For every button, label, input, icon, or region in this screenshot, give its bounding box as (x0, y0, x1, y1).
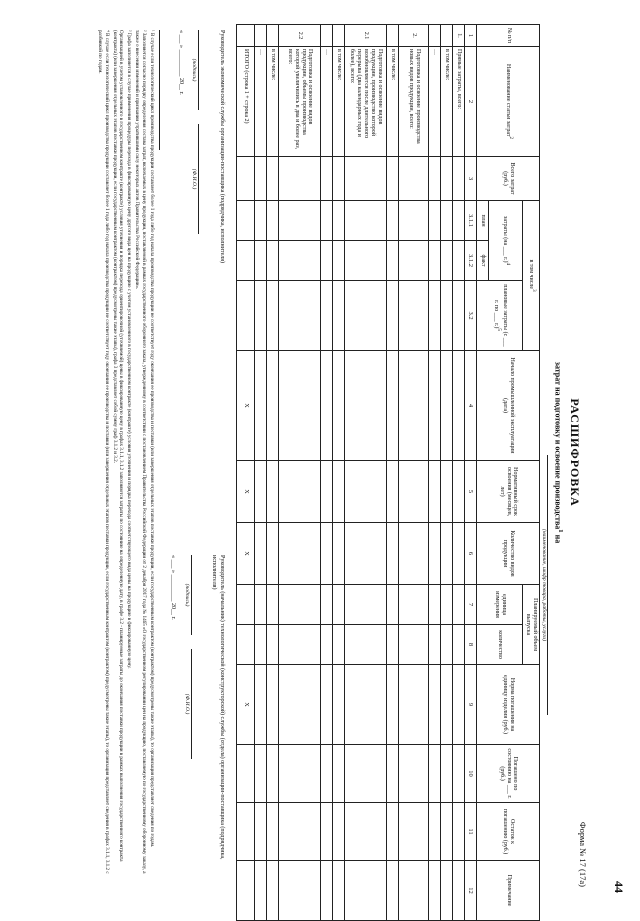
table-cell (279, 665, 321, 745)
form-number: Форма № 17 (17а) (578, 821, 588, 887)
row-cost-item: … (255, 47, 267, 157)
table-cell (255, 281, 267, 351)
row-number (387, 25, 399, 47)
table-cell (267, 585, 279, 625)
table-cell (453, 625, 465, 665)
header-including-text: в том числе (527, 259, 534, 290)
subtitle-text: затрат на подготовку и освоение производства (553, 361, 563, 530)
header-product-count: Количество видов продукции (477, 523, 540, 585)
table-cell (399, 523, 429, 585)
not-applicable-mark: X (237, 351, 255, 461)
header-cost-item (477, 47, 540, 157)
row-cost-item: Подготовка и освоение производства новых видов продукции, всего: (399, 47, 429, 157)
column-number: 7 (465, 585, 477, 625)
column-number: 12 (465, 861, 477, 921)
row-number (441, 25, 453, 47)
footnote: ² Заполняется согласно порядку определения состава затрат, включаемых в цену продукции, поставляемой в рамках государственного оборонного заказа, утвержденному в соответствии с постановлением Правительства Российской Федерации от 2 декабря 2017 года № 1465 «О государственном регулировании цен на продукцию, поставляемую по государственному оборонному заказу, а также о внесении изменений и признании утратившими силу некоторых актов Правительства Российской Федерации». (134, 30, 148, 874)
table-cell (441, 745, 453, 803)
column-number: 6 (465, 523, 477, 585)
table-cell (255, 861, 267, 921)
row-cost-item: в том числе: (267, 47, 279, 157)
table-cell (345, 351, 387, 461)
signature-technical-name-line: (Ф.И.О.) (183, 649, 192, 759)
table-cell (279, 157, 321, 201)
table-cell (441, 861, 453, 921)
header-including-sup: 3 (530, 289, 536, 292)
table-cell (255, 523, 267, 585)
table-cell (237, 745, 255, 803)
table-cell (267, 625, 279, 665)
table-cell (267, 241, 279, 281)
column-number: 3.2 (465, 281, 477, 351)
table-cell (333, 803, 345, 861)
table-row (429, 25, 441, 921)
table-cell (387, 803, 399, 861)
footnote: ⁴ В случае если технологический цикл производства продукции составляет более 1 года либо год начала производства продукции не соответствует году окончания ее производства и поставки (или завершения отдельных этапов поставки продукции, если государственным контрактом (контрактом) предусмотрены такие этапы), то организация представляет сведения в графах 3.1.1, 3.1.2 с разбивкой по годам. (96, 30, 110, 874)
document-title: РАСШИФРОВКА (568, 398, 582, 507)
row-cost-item: … (321, 47, 333, 157)
table-cell (453, 351, 465, 461)
table-cell (399, 281, 429, 351)
table-cell (237, 625, 255, 665)
table-cell (399, 241, 429, 281)
table-row (255, 25, 267, 921)
row-number (333, 25, 345, 47)
signature-economic-sign-line: (подпись) (191, 30, 200, 110)
table-cell (429, 461, 441, 523)
table-cell (441, 665, 453, 745)
table-cell (267, 523, 279, 585)
table-cell (279, 201, 321, 241)
table-cell (429, 281, 441, 351)
table-cell (255, 351, 267, 461)
table-cell (453, 745, 465, 803)
table-row (279, 25, 321, 921)
footnote: Организацией в учетом установленного в государственном контракте (контракте) условия уточнения и порядка перехода ориентировочной (уточняемой) цены в фиксированную цену в графах 3.1.1, 3.1.2 заполняются затраты по состоянию на определенную дату, в графе 3.2 - планируемые затраты до окончания поставки продукции в рамках выполнения государственного контракта (контракта) (или завершения отдельных этапов поставки продукции, если государственным контрактом (контрактом) предусмотрены такие этапы), графа 3 представляет собой сумму граф 3.1.2 и 3.2. (111, 30, 125, 862)
column-number: 9 (465, 665, 477, 745)
row-number: 2. (399, 25, 429, 47)
table-cell (279, 241, 321, 281)
table-cell (237, 241, 255, 281)
table-cell (279, 461, 321, 523)
header-total: Всего затрат (руб.) (477, 157, 540, 201)
table-cell (345, 157, 387, 201)
table-cell (279, 803, 321, 861)
table-cell (345, 803, 387, 861)
table-cell (387, 861, 399, 921)
subtitle-note: (наименование, шифр товара, работы, услуги) (541, 529, 547, 641)
row-number (429, 25, 441, 47)
table-cell (321, 523, 333, 585)
row-number: 2.2 (279, 25, 321, 47)
row-number (255, 25, 267, 47)
column-numbering-row (465, 25, 477, 921)
header-including (523, 201, 540, 351)
header-costs-sup: 4 (505, 262, 511, 265)
table-cell (441, 351, 453, 461)
header-plan: план (477, 201, 489, 241)
table-row (267, 25, 279, 921)
table-cell (453, 665, 465, 745)
not-applicable-mark: X (237, 665, 255, 745)
column-number: 1 (465, 25, 477, 47)
table-cell (267, 861, 279, 921)
table-cell (441, 461, 453, 523)
table-cell (321, 351, 333, 461)
table-cell (255, 803, 267, 861)
row-number (321, 25, 333, 47)
row-cost-item: в том числе: (333, 47, 345, 157)
table-cell (399, 157, 429, 201)
table-cell (387, 585, 399, 625)
table-cell (345, 861, 387, 921)
table-cell (345, 665, 387, 745)
table-cell (429, 523, 441, 585)
table-cell (453, 157, 465, 201)
row-number (237, 25, 255, 47)
signature-block-technical (169, 555, 225, 875)
table-cell (399, 861, 429, 921)
table-row (441, 25, 453, 921)
table-cell (441, 201, 453, 241)
table-cell (333, 745, 345, 803)
table-cell (255, 745, 267, 803)
table-cell (279, 585, 321, 625)
table-cell (321, 585, 333, 625)
table-cell (387, 523, 399, 585)
table-cell (453, 241, 465, 281)
header-planned-costs-text: плановые затраты (с ___ г. по ___ г.) (492, 284, 508, 347)
signature-block-economic (177, 30, 226, 360)
row-cost-item: Прямые затраты, всего: (453, 47, 465, 157)
signature-technical-heading: Руководитель (начальник) технологической (конструкторской) службы (отдела) организации-поставщика (подрядчика, исполнителя) (211, 555, 225, 860)
table-cell (333, 461, 345, 523)
footnote-separator (159, 30, 160, 150)
header-remaining: Остаток к погашению (руб.) (477, 803, 540, 861)
table-cell (387, 461, 399, 523)
table-cell (237, 861, 255, 921)
table-row (387, 25, 399, 921)
table-cell (441, 803, 453, 861)
table-cell (321, 241, 333, 281)
row-cost-item: в том числе: (441, 47, 453, 157)
footnotes (95, 30, 155, 880)
table-cell (267, 351, 279, 461)
header-planned-costs-sup: 5 (495, 328, 501, 331)
table-cell (345, 241, 387, 281)
table-cell (453, 861, 465, 921)
table-cell (321, 745, 333, 803)
table-cell (255, 201, 267, 241)
table-cell (333, 281, 345, 351)
document-subtitle (553, 0, 564, 905)
subtitle-tail: на (553, 532, 563, 544)
table-cell (345, 585, 387, 625)
column-number: 8 (465, 625, 477, 665)
table-cell (429, 803, 441, 861)
table-row (453, 25, 465, 921)
not-applicable-mark: X (237, 461, 255, 523)
table-cell (399, 461, 429, 523)
table-cell (267, 461, 279, 523)
column-number: 3 (465, 157, 477, 201)
table-cell (255, 585, 267, 625)
footnote: ¹ В случае если технологический цикл производства продукции составляет более 1 года либо год начала производства продукции не соответствует году окончания ее производства и поставки (или завершения отдельных этапов поставки продукции, если государственным контрактом (контрактом) предусмотрены такие этапы), то организация представляет сведения по годам. (149, 30, 155, 848)
table-cell (453, 281, 465, 351)
row-cost-item: ИТОГО (строка 1 + строка 2) (237, 47, 255, 157)
header-unit: единица измерения (477, 585, 523, 625)
table-cell (345, 281, 387, 351)
header-cost-item-text: Наименование статьи затрат (504, 63, 511, 137)
table-cell (333, 351, 345, 461)
table-cell (399, 585, 429, 625)
table-cell (387, 351, 399, 461)
table-cell (279, 625, 321, 665)
subtitle-fill-line (547, 455, 548, 715)
header-repaid: Погашено по состоянию на ___ г. (руб.) (477, 745, 540, 803)
page-number: 44 (612, 881, 626, 893)
table-cell (453, 523, 465, 585)
table-cell (387, 625, 399, 665)
column-number: 10 (465, 745, 477, 803)
subtitle-footnote-mark: 1 (557, 529, 564, 533)
table-cell (333, 665, 345, 745)
table-cell (399, 745, 429, 803)
table-cell (237, 585, 255, 625)
row-cost-item: Подготовка и освоение видов продукции, объемы производства которой увеличились в два и более раз, всего: (279, 47, 321, 157)
header-quantity: количество (477, 625, 523, 665)
table-cell (267, 803, 279, 861)
table-cell (399, 351, 429, 461)
table-cell (441, 625, 453, 665)
header-costs-text: затраты (на ___ г.) (502, 216, 509, 263)
table-cell (429, 625, 441, 665)
column-number: 3.1.2 (465, 241, 477, 281)
table-row (345, 25, 387, 921)
table-cell (429, 241, 441, 281)
table-cell (279, 861, 321, 921)
table-cell (267, 665, 279, 745)
header-fact: факт (477, 241, 489, 281)
table-cell (237, 803, 255, 861)
column-number: 2 (465, 47, 477, 157)
table-cell (453, 201, 465, 241)
table-cell (321, 625, 333, 665)
table-cell (321, 201, 333, 241)
table-cell (387, 157, 399, 201)
table-row (237, 25, 255, 921)
table-cell (333, 157, 345, 201)
header-cost-item-sup: 2 (507, 136, 513, 140)
signature-technical-date: « ___ » _________ 20__ г. (170, 555, 177, 620)
table-cell (267, 157, 279, 201)
table-cell (255, 625, 267, 665)
row-cost-item: Подготовка и освоение видов продукции, производство которой возобновляется после длительного перерыва (два календарных года и более), всего: (345, 47, 387, 157)
table-cell (333, 241, 345, 281)
table-cell (333, 201, 345, 241)
table-cell (387, 241, 399, 281)
table-cell (453, 585, 465, 625)
table-cell (441, 241, 453, 281)
table-cell (441, 157, 453, 201)
table-cell (321, 803, 333, 861)
table-cell (267, 281, 279, 351)
expense-table-body (237, 25, 465, 921)
table-cell (237, 201, 255, 241)
header-number: № п/п (477, 25, 540, 47)
table-cell (237, 281, 255, 351)
footnote: ³ Графа заполняется в случае применения процедуры перехода в фиксированную цену другого вида цен на продукцию с учетом установленного в государственном контракте (контракте) условия уточнения и порядка перехода соответствующего вида цены на продукцию в фиксированную цену. (126, 30, 133, 669)
table-cell (429, 351, 441, 461)
table-cell (429, 585, 441, 625)
row-cost-item: … (429, 47, 441, 157)
table-cell (345, 461, 387, 523)
table-cell (345, 625, 387, 665)
header-note: Примечание (477, 861, 540, 921)
table-row (321, 25, 333, 921)
row-number: 1. (453, 25, 465, 47)
table-cell (237, 157, 255, 201)
table-cell (387, 281, 399, 351)
table-cell (453, 461, 465, 523)
row-cost-item: в том числе: (387, 47, 399, 157)
header-planned-costs (477, 281, 523, 351)
table-cell (387, 665, 399, 745)
table-cell (321, 461, 333, 523)
table-row (333, 25, 345, 921)
not-applicable-mark: X (237, 523, 255, 585)
row-number: 2.1 (345, 25, 387, 47)
table-cell (333, 523, 345, 585)
table-cell (279, 351, 321, 461)
table-cell (321, 665, 333, 745)
table-cell (441, 585, 453, 625)
table-cell (255, 665, 267, 745)
table-cell (279, 745, 321, 803)
table-cell (453, 803, 465, 861)
table-cell (387, 745, 399, 803)
signature-economic-heading: Руководитель экономической службы организации-поставщика (подрядчика, исполнителя) (219, 30, 225, 263)
table-cell (321, 861, 333, 921)
column-number: 11 (465, 803, 477, 861)
header-norm-rate: Норма погашения на единицу изделия (руб.) (477, 665, 540, 745)
expense-table (236, 24, 540, 921)
table-cell (399, 803, 429, 861)
table-cell (345, 745, 387, 803)
table-cell (267, 201, 279, 241)
table-cell (399, 201, 429, 241)
table-cell (429, 745, 441, 803)
table-cell (267, 745, 279, 803)
table-cell (441, 281, 453, 351)
table-row (399, 25, 429, 921)
table-cell (321, 281, 333, 351)
table-cell (387, 201, 399, 241)
table-cell (321, 157, 333, 201)
header-start-date: Начало промышленной эксплуатации (дата) (477, 351, 540, 461)
table-cell (255, 241, 267, 281)
table-cell (279, 523, 321, 585)
table-cell (333, 861, 345, 921)
table-cell (429, 201, 441, 241)
header-planned-volume: Планируемый объем выпуска (523, 585, 540, 665)
table-cell (255, 157, 267, 201)
signature-economic-date: « ___ » _________ 20__ г. (178, 30, 184, 95)
table-cell (333, 625, 345, 665)
table-cell (255, 461, 267, 523)
row-number (267, 25, 279, 47)
header-norm-period: Нормативный срок освоения (месяцев, лет) (477, 461, 540, 523)
table-cell (333, 585, 345, 625)
table-cell (441, 523, 453, 585)
column-number: 3.1.1 (465, 201, 477, 241)
signature-economic-name-line: (Ф.И.О.) (191, 124, 200, 234)
table-cell (399, 665, 429, 745)
table-cell (429, 157, 441, 201)
signature-technical-sign-line: (подпись) (183, 555, 192, 635)
table-cell (429, 665, 441, 745)
column-number: 5 (465, 461, 477, 523)
table-cell (399, 625, 429, 665)
table-cell (279, 281, 321, 351)
table-cell (345, 523, 387, 585)
column-number: 4 (465, 351, 477, 461)
table-cell (345, 201, 387, 241)
table-cell (429, 861, 441, 921)
header-costs (489, 201, 523, 281)
